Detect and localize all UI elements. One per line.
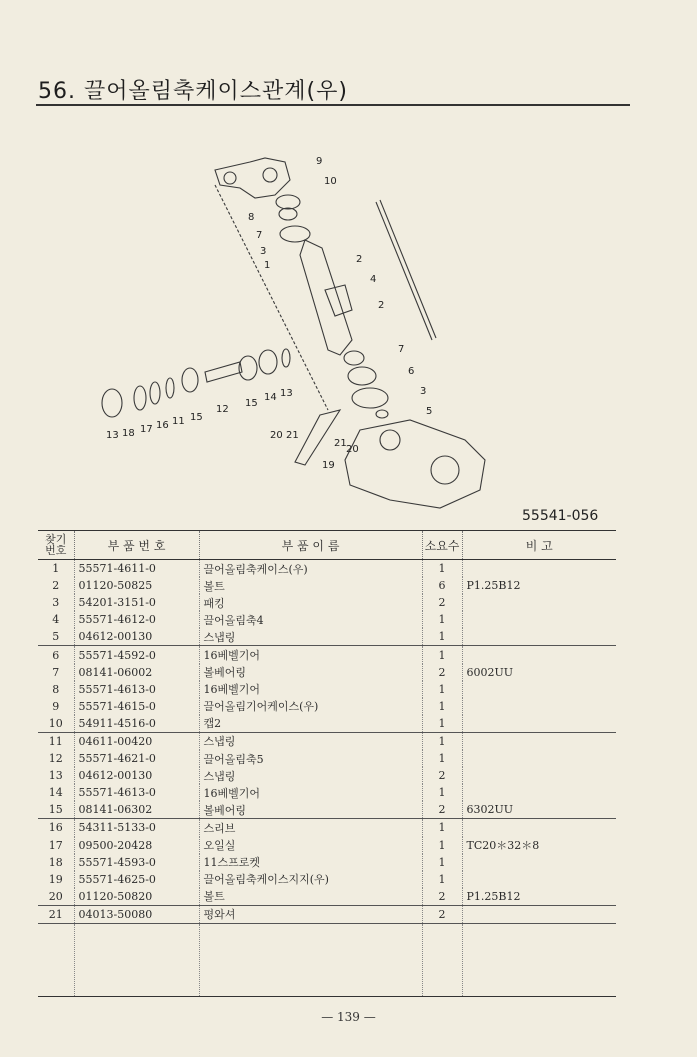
qty-cell: 1 [422, 854, 462, 871]
ref-no-cell: 4 [38, 611, 74, 628]
table-row [38, 801, 616, 819]
qty-cell: 1 [422, 560, 462, 578]
table-row [38, 750, 616, 767]
remarks-cell [462, 628, 616, 646]
ref-no-cell: 10 [38, 715, 74, 733]
part-number-cell: 55571-4593-0 [74, 854, 199, 871]
callout-21b: 21 [334, 438, 347, 449]
ref-no-cell: 3 [38, 594, 74, 611]
table-row [38, 905, 616, 923]
header-ref-no-line2: 번호 [45, 544, 67, 557]
remarks-cell: 6302UU [462, 801, 616, 819]
ref-no-cell: 9 [38, 698, 74, 715]
part-name-cell: 캡2 [199, 715, 422, 733]
part-number-cell: 54911-4516-0 [74, 715, 199, 733]
ref-no-cell: 12 [38, 750, 74, 767]
part-name-cell: 16베벨기어 [199, 681, 422, 698]
ref-no-cell: 7 [38, 664, 74, 681]
ref-no-cell: 2 [38, 577, 74, 594]
table-row [38, 646, 616, 664]
part-name-cell: 볼베어링 [199, 664, 422, 681]
exploded-parts-diagram [90, 140, 610, 520]
part-number-cell: 54311-5133-0 [74, 819, 199, 837]
remarks-cell: P1.25B12 [466, 579, 521, 593]
qty-cell: 2 [422, 664, 462, 681]
table-row [38, 628, 616, 646]
part-name-cell: 16베벨기어 [199, 646, 422, 664]
header-part-number: 부 품 번 호 [74, 531, 199, 560]
callout-15: 15 [190, 412, 203, 423]
ref-no-cell: 20 [38, 888, 74, 906]
callout-18: 18 [122, 428, 135, 439]
qty-cell: 2 [422, 888, 462, 906]
part-number-cell: 55571-4621-0 [74, 750, 199, 767]
part-name-cell: 패킹 [199, 594, 422, 611]
table-row [38, 767, 616, 784]
table-row [38, 577, 616, 594]
callout-1: 1 [264, 260, 271, 271]
callout-20b: 20 [346, 444, 359, 455]
parts-table [38, 530, 616, 997]
callout-7: 7 [256, 230, 263, 241]
ref-no-cell: 14 [38, 784, 74, 801]
part-number-cell: 54201-3151-0 [74, 594, 199, 611]
part-name-cell: 스냅링 [199, 628, 422, 646]
qty-cell: 1 [422, 611, 462, 628]
table-row [38, 784, 616, 801]
remarks-cell [462, 646, 616, 664]
qty-cell: 1 [422, 732, 462, 750]
qty-cell: 6 [422, 577, 462, 594]
callout-13: 13 [106, 430, 119, 441]
table-row [38, 594, 616, 611]
part-number-cell: 55571-4625-0 [74, 871, 199, 888]
ref-no-cell: 19 [38, 871, 74, 888]
part-number-cell: 04612-00130 [74, 767, 199, 784]
table-row [38, 871, 616, 888]
callout-2b: 2 [378, 300, 385, 311]
part-name-cell: 11스프로켓 [199, 854, 422, 871]
part-number-cell: 55571-4613-0 [74, 784, 199, 801]
part-name-cell: 볼트 [199, 577, 422, 594]
blank-cell [462, 923, 616, 996]
part-name-cell: 스냅링 [199, 732, 422, 750]
part-number-cell: 09500-20428 [74, 837, 199, 854]
part-name-cell: 오일실 [199, 837, 422, 854]
part-name-cell: 끌어올림축5 [199, 750, 422, 767]
remarks-cell [462, 698, 616, 715]
callout-15b: 15 [245, 398, 258, 409]
qty-cell: 1 [422, 750, 462, 767]
part-number-cell: 01120-50820 [74, 888, 199, 906]
part-name-cell: 16베벨기어 [199, 784, 422, 801]
blank-cell [38, 923, 74, 996]
table-row [38, 732, 616, 750]
remarks-cell [462, 819, 616, 837]
qty-cell: 2 [422, 801, 462, 819]
header-remarks: 비 고 [462, 531, 616, 560]
part-name-cell: 평와셔 [199, 905, 422, 923]
callout-10: 10 [324, 176, 337, 187]
callout-4: 4 [370, 274, 377, 285]
qty-cell: 1 [422, 871, 462, 888]
callout-20: 20 [270, 430, 283, 441]
ref-no-cell: 17 [38, 837, 74, 854]
callout-8: 8 [248, 212, 255, 223]
remarks-cell [462, 784, 616, 801]
callout-5: 5 [426, 406, 433, 417]
callout-11: 11 [172, 416, 185, 427]
part-name-cell: 볼트 [199, 888, 422, 906]
remarks-cell: 6002UU [466, 665, 514, 679]
diagram-code: 55541-056 [522, 508, 599, 524]
page-number: — 139 — [321, 1010, 376, 1024]
part-name-cell: 볼베어링 [199, 801, 422, 819]
table-row [38, 819, 616, 837]
header-ref-no [38, 531, 74, 560]
callout-3b: 3 [420, 386, 427, 397]
remarks-cell [462, 854, 616, 871]
ref-no-cell: 15 [38, 801, 74, 819]
qty-cell: 1 [422, 837, 462, 854]
remarks-cell [462, 905, 616, 923]
part-number-cell: 08141-06002 [74, 664, 199, 681]
part-number-cell: 04612-00130 [74, 628, 199, 646]
table-row [38, 611, 616, 628]
remarks-cell: P1.25B12 [462, 888, 616, 906]
callout-13b: 13 [280, 388, 293, 399]
qty-cell: 1 [422, 646, 462, 664]
qty-cell: 1 [422, 784, 462, 801]
qty-cell: 2 [422, 767, 462, 784]
callout-2a: 2 [356, 254, 363, 265]
remarks-cell [462, 715, 616, 733]
qty-cell: 1 [422, 628, 462, 646]
callout-3: 3 [260, 246, 267, 257]
table-row [38, 888, 616, 906]
part-number-cell: 01120-50825 [74, 577, 199, 594]
qty-cell: 1 [422, 698, 462, 715]
callout-7b: 7 [398, 344, 405, 355]
ref-no-cell: 6 [38, 646, 74, 664]
remarks-cell [462, 767, 616, 784]
part-name-cell: 끌어올림축4 [199, 611, 422, 628]
qty-cell: 1 [422, 715, 462, 733]
ref-no-cell: 21 [38, 905, 74, 923]
blank-cell [199, 923, 422, 996]
qty-cell: 2 [422, 594, 462, 611]
part-number-cell: 55571-4612-0 [74, 611, 199, 628]
part-number-cell: 55571-4611-0 [74, 560, 199, 578]
table-row [38, 681, 616, 698]
remarks-cell [462, 681, 616, 698]
ref-no-cell: 13 [38, 767, 74, 784]
remarks-cell [462, 594, 616, 611]
part-name-cell: 스냅링 [199, 767, 422, 784]
part-name-cell: 스리브 [199, 819, 422, 837]
table-row [38, 837, 616, 854]
remarks-cell [462, 732, 616, 750]
table-row [38, 560, 616, 578]
ref-no-cell: 18 [38, 854, 74, 871]
qty-cell: 2 [422, 905, 462, 923]
header-qty: 소요수 [422, 531, 462, 560]
callout-16: 16 [156, 420, 169, 431]
callout-9: 9 [316, 156, 323, 167]
callout-14: 14 [264, 392, 277, 403]
remarks-cell [462, 611, 616, 628]
remarks-cell: TC20＊32＊8 [466, 839, 540, 853]
table-row [38, 698, 616, 715]
remarks-cell [462, 560, 616, 578]
title-divider [36, 104, 630, 106]
table-blank-area [38, 923, 616, 996]
part-number-cell: 55571-4592-0 [74, 646, 199, 664]
remarks-cell [462, 750, 616, 767]
parts-table-body [38, 560, 616, 997]
ref-no-cell: 16 [38, 819, 74, 837]
qty-cell: 1 [422, 819, 462, 837]
remarks-cell [462, 871, 616, 888]
header-part-name: 부 품 이 름 [199, 531, 422, 560]
table-header-row [38, 531, 616, 560]
ref-no-cell: 1 [38, 560, 74, 578]
blank-cell [422, 923, 462, 996]
callout-21: 21 [286, 430, 299, 441]
qty-cell: 1 [422, 681, 462, 698]
page-title: 56. 끌어올림축케이스관계(우) [38, 79, 348, 104]
ref-no-cell: 11 [38, 732, 74, 750]
ref-no-cell: 8 [38, 681, 74, 698]
part-number-cell: 04013-50080 [74, 905, 199, 923]
callout-12: 12 [216, 404, 229, 415]
callout-6: 6 [408, 366, 415, 377]
blank-cell [74, 923, 199, 996]
callout-17: 17 [140, 424, 153, 435]
table-row [38, 854, 616, 871]
part-number-cell: 55571-4615-0 [74, 698, 199, 715]
table-row [38, 715, 616, 733]
ref-no-cell: 5 [38, 628, 74, 646]
header-ref-no-line1: 찾기 [45, 533, 67, 546]
part-name-cell: 끌어올림기어케이스(우) [199, 698, 422, 715]
part-number-cell: 08141-06302 [74, 801, 199, 819]
part-name-cell: 끌어올림축케이스지지(우) [199, 871, 422, 888]
callout-19: 19 [322, 460, 335, 471]
part-name-cell: 끌어올림축케이스(우) [199, 560, 422, 578]
part-number-cell: 04611-00420 [74, 732, 199, 750]
part-number-cell: 55571-4613-0 [74, 681, 199, 698]
table-row [38, 664, 616, 681]
